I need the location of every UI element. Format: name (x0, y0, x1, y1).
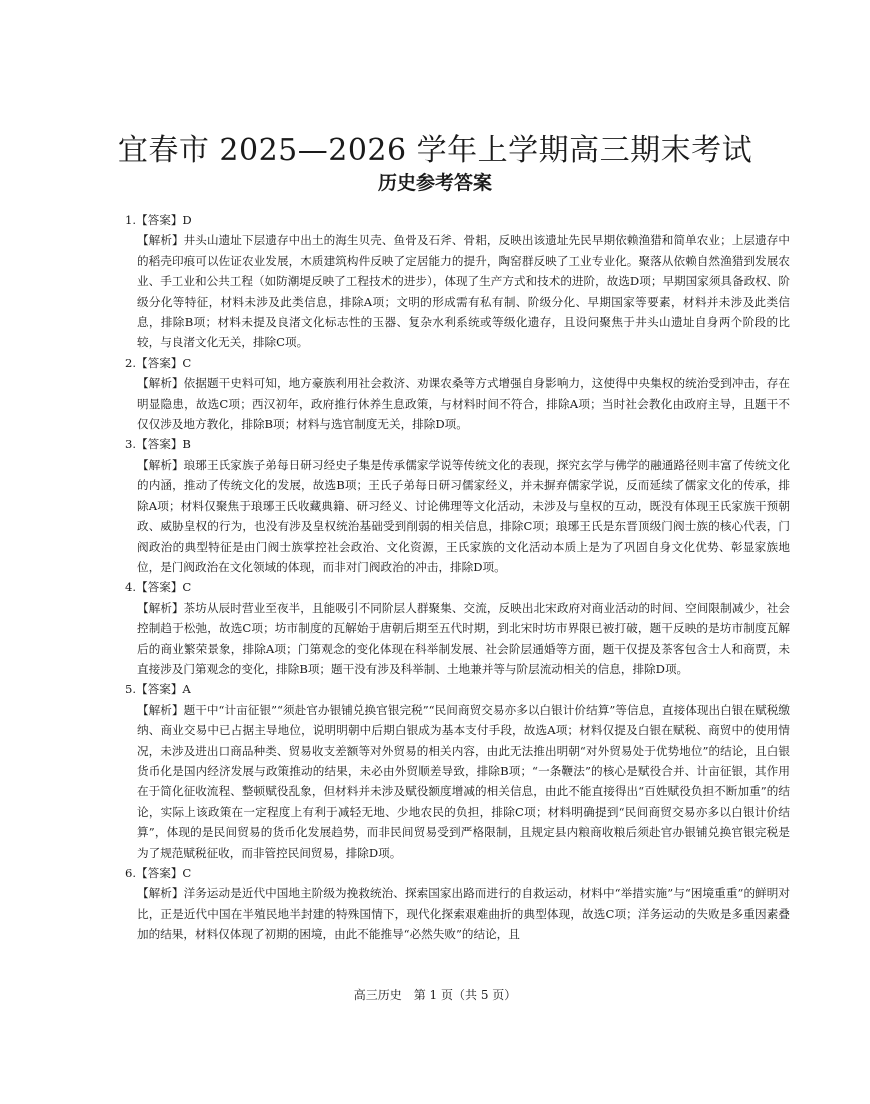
explanation: 【解析】洋务运动是近代中国地主阶级为挽救统治、探索国家出路而进行的自救运动，材料中“举措实施”与“困境重重”的鲜明对比，正是近代中国在半殖民地半封建的特殊国情下，现代化探索艰难曲折的典型体现，故选C项；洋务运动的失败是多重因素叠加的结果，材料仅体现了初期的困境，由此不能推导“必然失败”的结论，且 (137, 886, 790, 942)
explanation: 【解析】依据题干史料可知，地方豪族利用社会救济、劝课农桑等方式增强自身影响力，这使得中央集权的统治受到冲击，存在明显隐患，故选C项；西汉初年，政府推行休养生息政策，与材料时间不符合，排除A项；当时社会教化由政府主导，且题干不仅仅涉及地方教化，排除B项；材料与选官制度无关，排除D项。 (137, 376, 790, 432)
question-2 (125, 353, 790, 435)
question-4 (125, 577, 790, 679)
question-3 (125, 434, 790, 577)
explanation: 【解析】题干中“计亩征银”“须赴官办银铺兑换官银完税”“民间商贸交易亦多以白银计价结算”等信息，直接体现出白银在赋税缴纳、商业交易中已占据主导地位，说明明朝中后期白银成为基本支付手段，故选A项；材料仅提及白银在赋税、商贸中的使用情况，未涉及进出口商品种类、贸易收支差额等对外贸易的相关内容，由此无法推出明朝“对外贸易处于优势地位”的结论，且白银货币化是国内经济发展与政策推动的结果，未必由外贸顺差导致，排除B项；“一条鞭法”的核心是赋役合并、计亩征银，其作用在于简化征收流程、整顿赋役乱象，但材料并未涉及赋役额度增减的相关信息，由此不能直接得出“百姓赋役负担不断加重”的结论，实际上该政策在一定程度上有利于减轻无地、少地农民的负担，排除C项；材料明确提到“民间商贸交易亦多以白银计价结算”，体现的是民间贸易的货币化发展趋势，而非民间贸易受到严格限制，且规定县内粮商收粮后须赴官办银铺兑换官银完税是为了规范赋税征收，而非管控民间贸易，排除D项。 (137, 702, 790, 860)
answer-line: 2.【答案】C (125, 355, 192, 370)
page-title: 宜春市 2025—2026 学年上学期高三期末考试 (117, 133, 753, 168)
question-1 (125, 210, 790, 353)
explanation: 【解析】井头山遗址下层遗存中出土的海生贝壳、鱼骨及石斧、骨耜，反映出该遗址先民早期依赖渔猎和简单农业；上层遗存中的稻壳印痕可以佐证农业发展，木质建筑构件反映了定居能力的提升，陶窑群反映了工业专业化。聚落从依赖自然渔猎到发展农业、手工业和公共工程（如防潮堤反映了工程技术的进步），体现了生产方式和技术的进阶，故选D项；早期国家须具备政权、阶级分化等特征，材料未涉及此类信息，排除A项；文明的形成需有私有制、阶级分化、早期国家等要素，材料并未涉及此类信息，排除B项；材料未提及良渚文化标志性的玉器、复杂水利系统或等级化遗存，且设问聚焦于井头山遗址自身两个阶段的比较，与良渚文化无关，排除C项。 (137, 233, 790, 350)
explanation: 【解析】琅琊王氏家族子弟每日研习经史子集是传承儒家学说等传统文化的表现，探究玄学与佛学的融通路径则丰富了传统文化的内涵，推动了传统文化的发展，故选B项；王氏子弟每日研习儒家经义，并未摒弃儒家学说，反而延续了儒家文化的传承，排除A项；材料仅聚焦于琅琊王氏收藏典籍、研习经义、讨论佛理等文化活动，未涉及与皇权的互动，既没有体现王氏家族干预朝政、威胁皇权的行为，也没有涉及皇权统治基础受到削弱的相关信息，排除C项；琅琊王氏是东晋顶级门阀士族的核心代表，门阀政治的典型特征是由门阀士族掌控社会政治、文化资源，王氏家族的文化活动本质上是为了巩固自身文化优势、彰显家族地位，是门阀政治在文化领域的体现，而非对门阀政治的冲击，排除D项。 (137, 457, 790, 574)
page-footer: 高三历史 第 1 页（共 5 页） (353, 988, 517, 1002)
answer-line: 4.【答案】C (125, 580, 192, 595)
answer-line: 6.【答案】C (125, 866, 192, 880)
answer-line: 3.【答案】B (125, 437, 191, 452)
question-5 (125, 679, 790, 863)
answer-line: 5.【答案】A (125, 682, 191, 697)
question-6 (125, 863, 790, 945)
answer-line: 1.【答案】D (125, 213, 192, 227)
explanation: 【解析】茶坊从辰时营业至夜半，且能吸引不同阶层人群聚集、交流，反映出北宋政府对商业活动的时间、空间限制减少，社会控制趋于松弛，故选C项；坊市制度的瓦解始于唐朝后期至五代时期，到北宋时坊市界限已被打破，题干反映的是坊市制度瓦解后的商业繁荣景象，排除A项；门第观念的变化体现在科举制发展、社会阶层通婚等方面，题干仅提及茶客包含士人和商贾，未直接涉及门第观念的变化，排除B项；题干没有涉及科举制、土地兼并等与阶层流动相关的信息，排除D项。 (137, 600, 790, 676)
page-subtitle: 历史参考答案 (377, 172, 492, 194)
answer-list (125, 210, 790, 945)
